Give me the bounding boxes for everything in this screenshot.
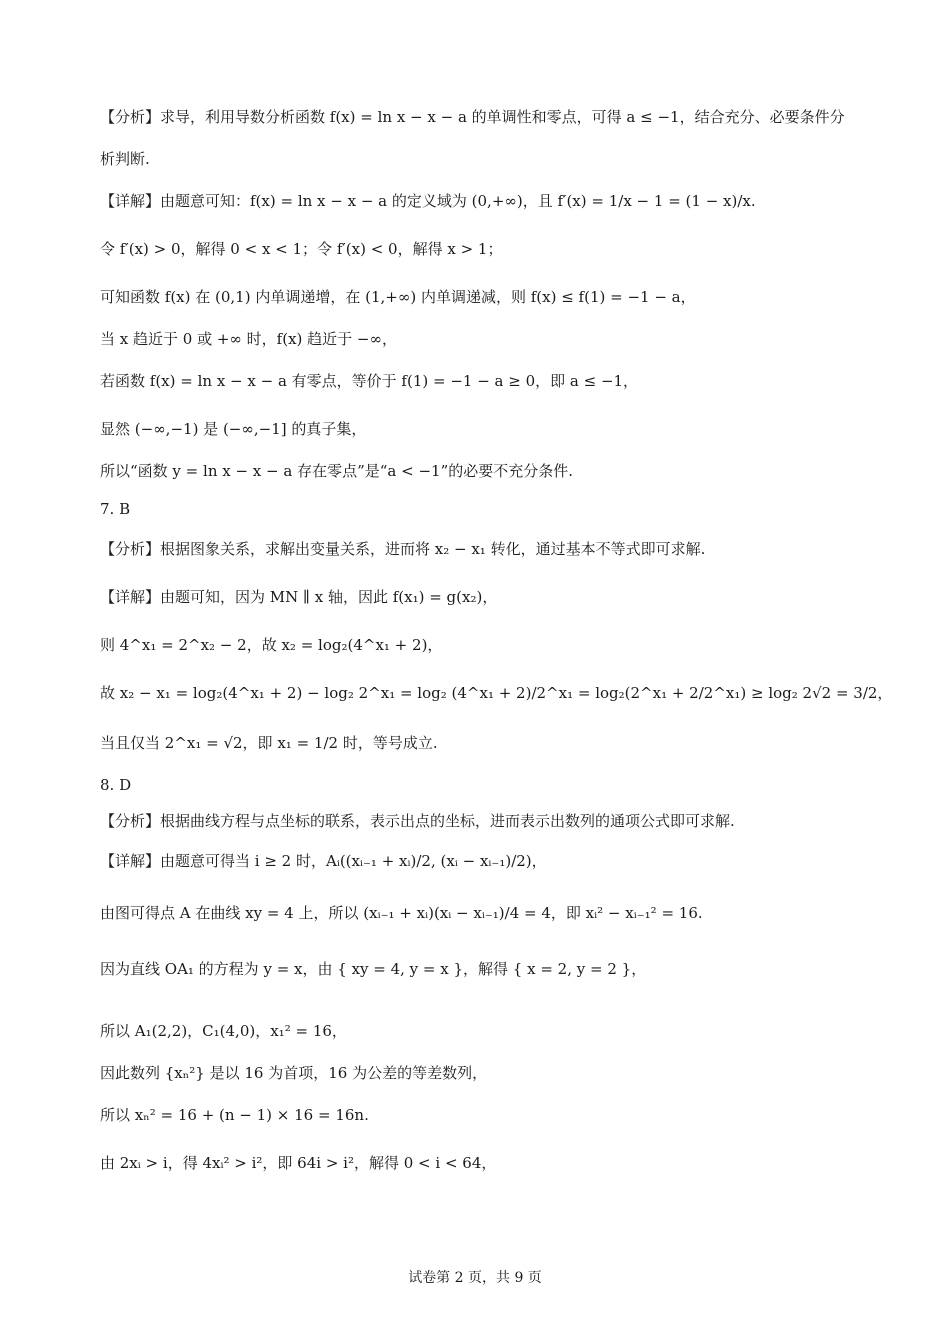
detail-6-line-2: 令 f′(x) > 0，解得 0 < x < 1；令 f′(x) < 0，解得 x > 1； xyxy=(100,240,503,258)
analysis-6-line-1: 【分析】求导，利用导数分析函数 f(x) = ln x − x − a 的单调性和零点，可得 a ≤ −1，结合充分、必要条件分 xyxy=(100,108,845,126)
detail-7-line-1: 【详解】由题可知，因为 MN ∥ x 轴，因此 f(x₁) = g(x₂)， xyxy=(100,588,498,606)
answer-7: 7. B xyxy=(100,500,131,518)
detail-8-line-5: 因此数列 {xₙ²} 是以 16 为首项，16 为公差的等差数列， xyxy=(100,1064,488,1082)
detail-7-line-4: 当且仅当 2^x₁ = √2，即 x₁ = 1/2 时，等号成立. xyxy=(100,734,438,752)
detail-6-line-6: 显然 (−∞,−1) 是 (−∞,−1] 的真子集， xyxy=(100,420,367,438)
detail-6-line-4: 当 x 趋近于 0 或 +∞ 时，f(x) 趋近于 −∞， xyxy=(100,330,397,348)
analysis-8: 【分析】根据曲线方程与点坐标的联系，表示出点的坐标，进而表示出数列的通项公式即可求解. xyxy=(100,812,735,830)
answer-8: 8. D xyxy=(100,776,132,794)
page-footer: 试卷第 2 页，共 9 页 xyxy=(408,1270,542,1286)
detail-6-line-1: 【详解】由题意可知：f(x) = ln x − x − a 的定义域为 (0,+∞)，且 f′(x) = 1/x − 1 = (1 − x)/x. xyxy=(100,192,756,210)
detail-7-line-2: 则 4^x₁ = 2^x₂ − 2，故 x₂ = log₂(4^x₁ + 2)， xyxy=(100,636,443,654)
detail-8-line-3: 因为直线 OA₁ 的方程为 y = x，由 { xy = 4, y = x }，解得 { x = 2, y = 2 }， xyxy=(100,960,647,978)
detail-6-line-5: 若函数 f(x) = ln x − x − a 有零点，等价于 f(1) = −1 − a ≥ 0，即 a ≤ −1， xyxy=(100,372,639,390)
analysis-6-line-2: 析判断. xyxy=(100,150,150,168)
detail-8-line-1: 【详解】由题意可得当 i ≥ 2 时，Aᵢ((xᵢ₋₁ + xᵢ)/2, (xᵢ − xᵢ₋₁)/2)， xyxy=(100,852,547,870)
detail-7-line-3: 故 x₂ − x₁ = log₂(4^x₁ + 2) − log₂ 2^x₁ = log₂ (4^x₁ + 2)/2^x₁ = log₂(2^x₁ + 2/2^x₁) ≥ log₂ 2√2 = 3/2， xyxy=(100,684,893,702)
detail-8-line-4: 所以 A₁(2,2)，C₁(4,0)，x₁² = 16， xyxy=(100,1022,347,1040)
detail-8-line-7: 由 2xᵢ > i，得 4xᵢ² > i²，即 64i > i²，解得 0 < i < 64， xyxy=(100,1154,497,1172)
detail-8-line-6: 所以 xₙ² = 16 + (n − 1) × 16 = 16n. xyxy=(100,1106,369,1124)
detail-8-line-2: 由图可得点 A 在曲线 xy = 4 上，所以 (xᵢ₋₁ + xᵢ)(xᵢ − xᵢ₋₁)/4 = 4，即 xᵢ² − xᵢ₋₁² = 16. xyxy=(100,904,703,922)
analysis-7: 【分析】根据图象关系，求解出变量关系，进而将 x₂ − x₁ 转化，通过基本不等式即可求解. xyxy=(100,540,706,558)
detail-6-line-7: 所以“函数 y = ln x − x − a 存在零点”是“a < −1”的必要不充分条件. xyxy=(100,462,574,480)
detail-6-line-3: 可知函数 f(x) 在 (0,1) 内单调递增，在 (1,+∞) 内单调递减，则 f(x) ≤ f(1) = −1 − a， xyxy=(100,288,696,306)
